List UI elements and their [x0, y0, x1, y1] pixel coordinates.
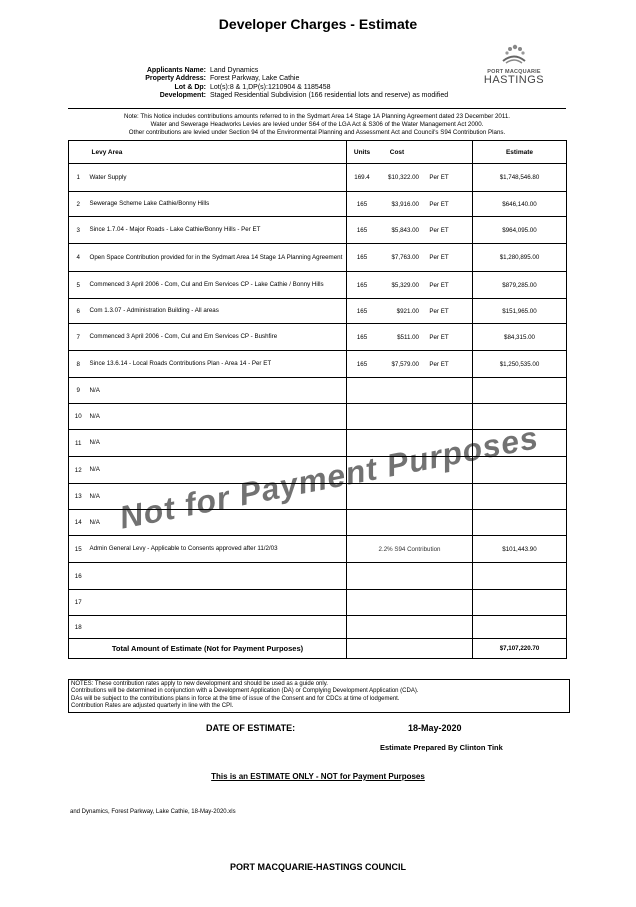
row-number: 6 [69, 299, 88, 324]
per-unit: Per ET [429, 333, 449, 341]
table-row [69, 590, 567, 616]
levy-area: N/A [88, 404, 347, 430]
date-value: 18-May-2020 [408, 723, 462, 733]
estimate [473, 378, 567, 404]
levy-area-header: Levy Area [88, 141, 347, 164]
levy-area: Open Space Contribution provided for in the Sydmart Area 14 Stage 1A Planning Agreement [88, 244, 347, 272]
levy-area: N/A [88, 378, 347, 404]
table-row [69, 324, 567, 351]
units: 165 [356, 254, 368, 261]
levy-area: Admin General Levy - Applicable to Consents approved after 11/2/03 [88, 536, 347, 563]
table-row [69, 299, 567, 324]
levy-area: N/A [88, 484, 347, 510]
date-label: DATE OF ESTIMATE: [206, 723, 296, 733]
estimate: $1,250,535.00 [473, 351, 567, 378]
estimate: $1,280,895.00 [473, 244, 567, 272]
table-row [69, 192, 567, 217]
file-name: and Dynamics, Forest Parkway, Lake Cathie, 18-May-2020.xls [70, 809, 236, 815]
row-number: 2 [69, 192, 88, 217]
units-cost-cell [347, 272, 473, 299]
estimate [473, 616, 567, 639]
table-row [69, 244, 567, 272]
table-row [69, 351, 567, 378]
table-row [69, 378, 567, 404]
table-row [69, 404, 567, 430]
units-cost-header [347, 141, 473, 164]
logo-text-line1: PORT MACQUARIE [487, 69, 541, 75]
prepared-by: Estimate Prepared By Clinton Tink [380, 743, 503, 752]
estimate [473, 590, 567, 616]
units-cost-cell [347, 351, 473, 378]
units-cost-cell [347, 378, 473, 404]
row-number: 11 [69, 430, 88, 457]
total-value: $7,107,220.70 [473, 639, 567, 659]
row-number: 12 [69, 457, 88, 484]
row-number: 1 [69, 164, 88, 192]
table-row [69, 484, 567, 510]
levy-area [88, 616, 347, 639]
levy-area: Commenced 3 April 2006 - Com, Cul and Em Services CP - Bushfire [88, 324, 347, 351]
units-cost-cell [347, 217, 473, 244]
units-cost-cell [347, 430, 473, 457]
lot-dp-label: Lot & Dp: [174, 83, 206, 91]
address-label: Property Address: [145, 75, 206, 83]
cost: $5,843.00 [391, 226, 419, 234]
units: 165 [356, 333, 368, 341]
estimate: $1,748,546.80 [473, 164, 567, 192]
applicant-name: Land Dynamics [210, 67, 259, 74]
lot-dp: Lot(s):8 & 1,DP(s):1210904 & 1185458 [210, 83, 331, 91]
per-unit: Per ET [429, 226, 449, 234]
units-cost-cell [347, 192, 473, 217]
table-row [69, 616, 567, 639]
units-cost-cell [347, 164, 473, 192]
levy-area: N/A [88, 510, 347, 536]
units: 165 [356, 307, 368, 315]
per-unit: Per ET [429, 174, 449, 181]
units: 169.4 [354, 174, 370, 181]
per-unit: Per ET [429, 360, 449, 368]
watermark: Not for Payment Purposes [116, 419, 542, 536]
table-row [69, 536, 567, 563]
table-row [69, 217, 567, 244]
table-row [69, 272, 567, 299]
units-cost-cell [347, 324, 473, 351]
notes-line: Contribution Rates are adjusted quarterly in line with the CPI. [71, 703, 234, 710]
estimate [473, 563, 567, 590]
notes-line: DAs will be subject to the contributions plans in force at the time of issue of the Consent and for CDCs at time of lodgement. [71, 695, 400, 702]
cost: $5,329.00 [391, 281, 419, 289]
row-number: 7 [69, 324, 88, 351]
units-cost-cell [347, 244, 473, 272]
cost: $511.00 [397, 333, 419, 341]
estimate [473, 404, 567, 430]
units: 165 [356, 281, 368, 289]
units-cost-cell [347, 404, 473, 430]
row-number: 15 [69, 536, 88, 563]
levy-area: Water Supply [88, 164, 347, 192]
estimate [473, 510, 567, 536]
notes-box [68, 679, 570, 713]
estimate: $151,965.00 [473, 299, 567, 324]
development-label: Development: [159, 91, 206, 99]
row-number: 17 [69, 590, 88, 616]
row-number: 3 [69, 217, 88, 244]
notes-line: Contributions will be determined in conjunction with a Development Application (DA) or Complying Development Application (CDA). [71, 688, 419, 695]
logo-text-line2: HASTINGS [483, 74, 545, 86]
table-row [69, 563, 567, 590]
levy-area: Com 1.3.07 - Administration Building - All areas [88, 299, 347, 324]
num-header [69, 141, 88, 164]
levy-area: Sewerage Scheme Lake Cathie/Bonny Hills [88, 192, 347, 217]
units-cost-cell [347, 484, 473, 510]
row-number: 5 [69, 272, 88, 299]
page-title: Developer Charges - Estimate [218, 16, 418, 32]
council-logo [480, 44, 548, 86]
units-cost-cell [347, 563, 473, 590]
total-blank [347, 639, 473, 659]
row-number: 8 [69, 351, 88, 378]
per-unit: Per ET [429, 254, 449, 261]
levy-area: Commenced 3 April 2006 - Com, Cul and Em Services CP - Lake Cathie / Bonny Hills [88, 272, 347, 299]
row-number: 18 [69, 616, 88, 639]
estimate: $964,095.00 [473, 217, 567, 244]
units: 165 [356, 200, 368, 208]
note-line: Note: This Notice includes contributions amounts referred to in the Sydmart Area 14 Stage 1A Planning Agreement dated 23 December 2011. [123, 113, 511, 120]
levy-area: Since 13.6.14 - Local Roads Contributions Plan - Area 14 - Per ET [88, 351, 347, 378]
council-logo-icon [499, 44, 529, 64]
estimate: $84,315.00 [473, 324, 567, 351]
cost: $7,579.00 [391, 360, 419, 368]
applicant-label: Applicants Name: [146, 67, 206, 74]
estimate-only-notice: This is an ESTIMATE ONLY - NOT for Payment Purposes [211, 772, 425, 781]
estimate [473, 457, 567, 484]
units-cost-cell [347, 590, 473, 616]
property-address: Forest Parkway, Lake Cathie [210, 75, 300, 83]
development: Staged Residential Subdivision (166 residential lots and reserve) as modified [210, 91, 449, 99]
levy-area [88, 563, 347, 590]
estimate: $646,140.00 [473, 192, 567, 217]
row-number: 9 [69, 378, 88, 404]
table-row [69, 510, 567, 536]
units: 165 [356, 226, 368, 234]
row-number: 10 [69, 404, 88, 430]
levy-area: Since 1.7.04 - Major Roads - Lake Cathie/Bonny Hills - Per ET [88, 217, 347, 244]
levy-table [68, 140, 567, 659]
row-number: 16 [69, 563, 88, 590]
s94-contribution: 2.2% S94 Contribution [347, 536, 473, 563]
table-row [69, 164, 567, 192]
levy-area: N/A [88, 457, 347, 484]
units-cost-cell [347, 616, 473, 639]
cost-header: Cost [389, 148, 405, 156]
cost: $7,763.00 [391, 254, 419, 261]
estimate: $101,443.90 [473, 536, 567, 563]
table-row [69, 430, 567, 457]
per-unit: Per ET [429, 200, 449, 208]
total-label: Total Amount of Estimate (Not for Payment Purposes) [69, 639, 347, 659]
row-number: 14 [69, 510, 88, 536]
estimate [473, 484, 567, 510]
note-line: Other contributions are levied under Section 94 of the Environmental Planning and Assessment Act and Council's S94 Contribution Plans. [128, 129, 506, 136]
cost: $10,322.00 [388, 174, 419, 181]
units: 165 [356, 360, 368, 368]
note-line: Water and Sewerage Headworks Levies are levied under S64 of the LGA Act & S306 of the Water Management Act 2000. [150, 121, 484, 128]
units-cost-cell [347, 299, 473, 324]
table-row [69, 457, 567, 484]
levy-area: N/A [88, 430, 347, 457]
units-cost-cell [347, 457, 473, 484]
notes-line: NOTES: These contribution rates apply to new development and should be used as a guide only. [71, 681, 328, 687]
applicant-details [100, 67, 448, 100]
cost: $921.00 [396, 307, 419, 315]
estimate: $879,285.00 [473, 272, 567, 299]
units-cost-cell [347, 510, 473, 536]
council-name: PORT MACQUARIE-HASTINGS COUNCIL [230, 862, 406, 872]
per-unit: Per ET [429, 281, 449, 289]
divider [68, 108, 566, 109]
per-unit: Per ET [429, 307, 449, 315]
units-header: Units [353, 148, 371, 156]
estimate-header: Estimate [473, 141, 567, 164]
row-number: 13 [69, 484, 88, 510]
cost: $3,916.00 [391, 200, 419, 208]
levy-area [88, 590, 347, 616]
estimate [473, 430, 567, 457]
row-number: 4 [69, 244, 88, 272]
note-text [68, 113, 566, 137]
